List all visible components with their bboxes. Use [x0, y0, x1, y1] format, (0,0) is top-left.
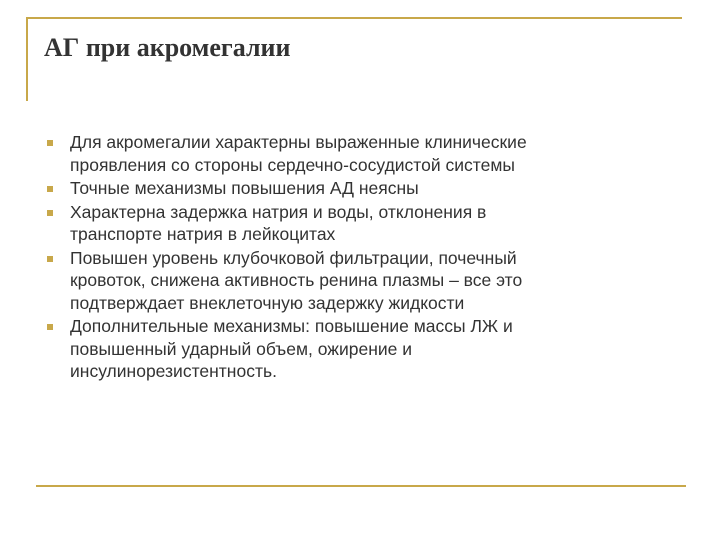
- bullet-line: повышенный ударный объем, ожирение и: [70, 338, 413, 359]
- bullet-line: Характерна задержка натрия и воды, отклонения в: [70, 201, 487, 222]
- bullet-item-1: [46, 131, 646, 176]
- bullet-line: инсулинорезистентность.: [70, 361, 277, 381]
- bullet-line: Повышен уровень клубочковой фильтрации, почечный: [70, 247, 517, 268]
- bottom-divider: [36, 485, 686, 487]
- square-bullet-icon: [47, 256, 53, 262]
- bullet-line: транспорте натрия в лейкоцитах: [70, 224, 336, 244]
- bullet-line: кровоток, снижена активность ренина плазмы – все это: [70, 270, 523, 290]
- bullet-list: [46, 131, 646, 384]
- square-bullet-icon: [47, 210, 53, 216]
- bullet-item-2: [46, 177, 646, 200]
- slide-title: АГ при акромегалии: [44, 33, 291, 62]
- top-divider: [26, 17, 682, 19]
- bullet-item-4: [46, 247, 646, 315]
- bullet-item-5: [46, 315, 646, 383]
- left-divider: [26, 17, 28, 101]
- bullet-line: Точные механизмы повышения АД неясны: [70, 178, 419, 198]
- square-bullet-icon: [47, 140, 53, 146]
- bullet-line: Для акромегалии характерны выраженные клинические: [70, 132, 527, 152]
- bullet-item-3: [46, 201, 646, 246]
- square-bullet-icon: [47, 186, 53, 192]
- bullet-line: подтверждает внеклеточную задержку жидкости: [70, 292, 465, 313]
- square-bullet-icon: [47, 324, 53, 330]
- bullet-line: Дополнительные механизмы: повышение массы ЛЖ и: [70, 316, 513, 336]
- bullet-line: проявления со стороны сердечно-сосудистой системы: [70, 154, 515, 175]
